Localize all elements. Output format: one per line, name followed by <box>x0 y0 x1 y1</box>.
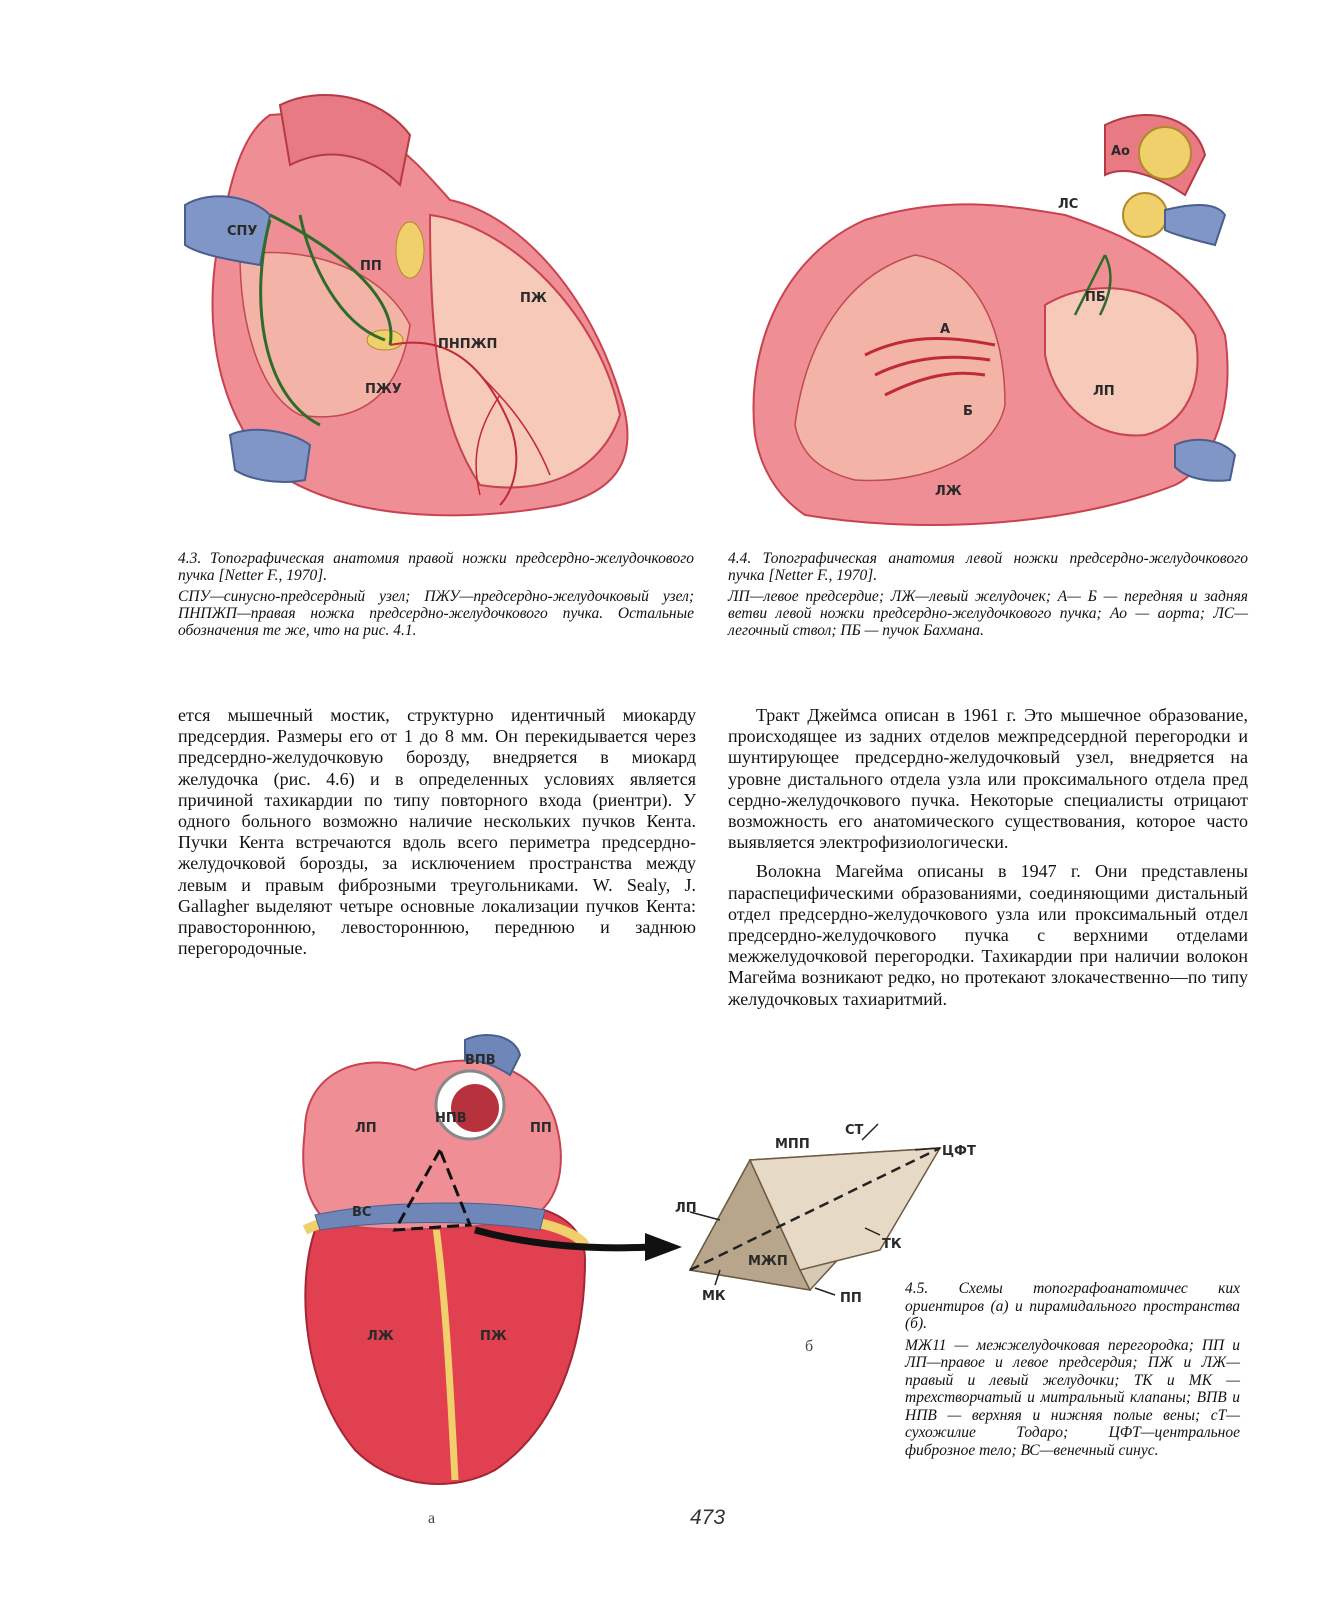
label-st: СТ <box>845 1123 864 1138</box>
caption-4-3-text: СПУ—синусно-предсердный узел; ПЖУ—предсердно-желудочковый узел; ПНПЖП—правая ножка предсердно-желудочкового пучка. Остальные обозначения те же, что на рис. 4.1. <box>178 588 694 639</box>
label-vpv: ВПВ <box>465 1053 496 1068</box>
label-pb: ПБ <box>1085 290 1106 305</box>
label-npv: НПВ <box>435 1111 467 1126</box>
body-text-left <box>178 705 696 959</box>
label-lp-a: ЛП <box>355 1121 377 1136</box>
label-mk: МК <box>702 1289 726 1304</box>
label-pnpzhp: ПНПЖП <box>438 337 498 352</box>
label-pp-a: ПП <box>530 1121 552 1136</box>
label-tk: ТК <box>882 1237 902 1252</box>
label-lzh-a: ЛЖ <box>367 1329 394 1344</box>
label-ao: Ао <box>1111 144 1130 159</box>
label-spu: СПУ <box>227 224 258 239</box>
figure-4-3-illustration <box>180 95 650 535</box>
caption-4-4 <box>728 550 1248 639</box>
label-ls: ЛС <box>1058 197 1079 212</box>
label-tsft: ЦФТ <box>942 1144 976 1159</box>
caption-4-3 <box>178 550 694 639</box>
label-b: Б <box>963 404 973 419</box>
label-pp-b: ПП <box>840 1291 862 1306</box>
caption-4-5-title: 4.5. Схемы топографоанатомичес ких ориентиров (а) и пирамидального пространства (б). <box>905 1280 1240 1332</box>
caption-4-4-text: ЛП—левое предсердие; ЛЖ—левый желудочек; А— Б — передняя и задняя ветви левой ножки предсердно-желудочкового пучка; Ао — аорта; ЛС—легочный ствол; ПБ — пучок Бахмана. <box>728 588 1248 639</box>
label-mzhp: МЖП <box>748 1254 788 1269</box>
body-right-paragraph-2: Волокна Магейма описаны в 1947 г. Они представлены параспецифическими образованиями, соединяющими дистальный отдел предсердно-желудочкового узла или проксимальный отдел предсердно-желудочкового пучка с верхними отделами межжелудочковой перегородки. Тахикардии при наличии волокон Магейма возникают редко, но протекают злокачественно—по типу желудочковых тахиаритмий. <box>728 861 1248 1009</box>
label-lp: ЛП <box>1093 384 1115 399</box>
body-text-right <box>728 705 1248 1010</box>
arrow-connector <box>470 1215 690 1275</box>
caption-4-5 <box>905 1280 1240 1459</box>
label-pzh-a: ПЖ <box>480 1329 507 1344</box>
caption-4-4-title: 4.4. Топографическая анатомия левой ножки предсердно-желудочкового пучка [Netter F., 1970]. <box>728 550 1248 584</box>
figure-4-4-illustration <box>745 105 1235 530</box>
caption-4-5-text: МЖ11 — межжелудочковая перегородка; ПП и ЛП—правое и левое предсердия; ПЖ и ЛЖ—правый и левый желудочки; ТК и МК — трехстворчатый и митральный клапаны; ВПВ и НПВ — верхняя и нижняя полые вены; сТ—сухожилие Тодаро; ЦФТ—центральное фиброзное тело; ВС—венечный синус. <box>905 1336 1240 1459</box>
label-vs: ВС <box>352 1205 372 1220</box>
label-pp: ПП <box>360 259 382 274</box>
label-mpp: МПП <box>775 1137 810 1152</box>
subfigure-label-b: б <box>805 1338 814 1355</box>
label-pzhu: ПЖУ <box>365 382 402 397</box>
page-number: 473 <box>690 1506 726 1529</box>
caption-4-3-title: 4.3. Топографическая анатомия правой ножки предсердно-желудочкового пучка [Netter F., 1970]. <box>178 550 694 584</box>
subfigure-label-a: а <box>428 1510 436 1527</box>
label-lzh: ЛЖ <box>935 484 962 499</box>
label-a: А <box>940 322 951 337</box>
body-left-paragraph-1: ется мышечный мостик, структурно идентичный миокарду предсердия. Размеры его от 1 до 8 мм. Он перекидывается через предсердно-желудочковую борозду, внедряется в миокард желудочка (рис. 4.6) и в определенных условиях является причиной тахикардии по типу повторного входа (риентри). У одного больного возможно наличие нескольких пучков Кента. Пучки Кента встречаются вдоль всего периметра предсердно-желудочковой борозды, за исключением пространства между левым и правым фиброзными треугольниками. W. Sealy, J. Gallagher выделяют четыре основные локализации пучков Кента: правостороннюю, левостороннюю, переднюю и заднюю перегородочные. <box>178 705 696 959</box>
label-pzh: ПЖ <box>520 291 547 306</box>
label-lp-b: ЛП <box>675 1201 697 1216</box>
body-right-paragraph-1: Тракт Джеймса описан в 1961 г. Это мышечное образование, происходящее из задних отделов межпредсердной перегородки и шунтирующее предсердно-желудочковый узел, внедряется на уровне дистального отдела узла или проксимального отдела пред сердно-желудочкового пучка. Некоторые специалисты отрицают возможность его анатомического существования, которое часто выявляется электрофизиологически. <box>728 705 1248 853</box>
